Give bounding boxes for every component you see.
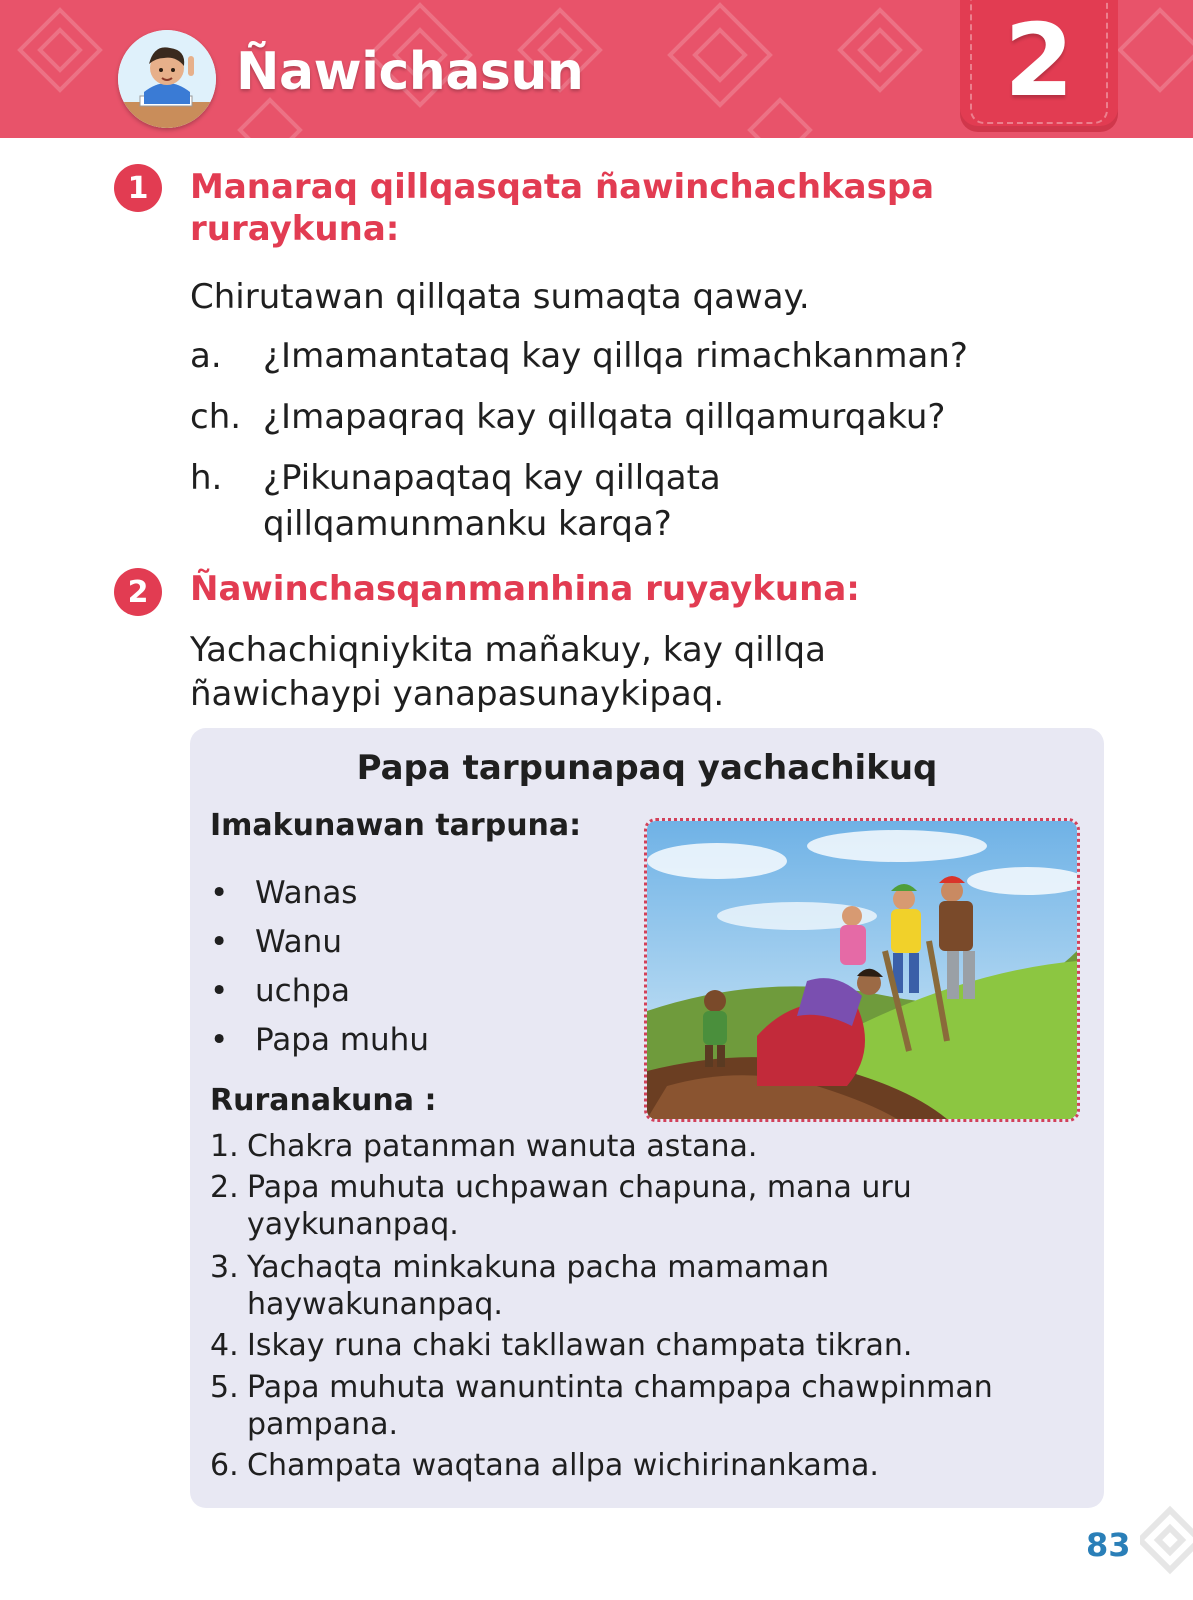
question-label: ch. [190, 397, 242, 437]
question-text-line1: ¿Pikunapaqtaq kay qillqata [263, 458, 721, 498]
step-text [247, 1369, 1087, 1443]
section-1-title-line2: ruraykuna: [190, 209, 400, 249]
page-title: Ñawichasun [236, 42, 584, 102]
question-text-line2: qillqamunmanku karqa? [263, 504, 672, 544]
step-text-line2: pampana. [247, 1407, 399, 1442]
unit-number: 2 [1004, 2, 1074, 119]
question-label: a. [190, 336, 222, 376]
section-2-text [190, 628, 826, 716]
boy-reading-icon [118, 30, 216, 128]
step-text: Iskay runa chaki takllawan champata tikran. [247, 1328, 913, 1363]
section-2-text-line1: Yachachiqniykita mañakuy, kay qillqa [190, 630, 826, 670]
step-number: 3. [210, 1250, 239, 1285]
corner-diamond-decoration [1140, 1500, 1193, 1600]
section-1-badge: 1 [114, 164, 162, 212]
recipe-box [190, 728, 1104, 1508]
bullet-dot: • [210, 1022, 229, 1058]
bullet-dot: • [210, 924, 229, 960]
step-text-line1: Papa muhuta wanuntinta champapa chawpinman [247, 1370, 993, 1405]
step-text-line2: haywakunanpaq. [247, 1287, 503, 1322]
avatar [118, 30, 216, 128]
unit-tab [960, 0, 1118, 132]
question-text [263, 455, 1063, 547]
list-item-text: Papa muhu [255, 1022, 429, 1058]
step-text-line1: Yachaqta minkakuna pacha mamaman [247, 1250, 830, 1285]
question-text: ¿Imamantataq kay qillqa rimachkanman? [263, 336, 968, 376]
page-number: 83 [1086, 1526, 1131, 1564]
question-label: h. [190, 458, 223, 498]
section-2-text-line2: ñawichaypi yanapasunaykipaq. [190, 674, 725, 714]
list-item-text: Wanu [255, 924, 342, 960]
step-text [247, 1249, 1087, 1323]
farmers-planting-potatoes-illustration [647, 821, 1077, 1119]
farmers-illustration [644, 818, 1080, 1122]
steps-heading: Ruranakuna : [210, 1083, 437, 1118]
section-2-title: Ñawinchasqanmanhina ruyaykuna: [190, 569, 860, 609]
step-number: 2. [210, 1170, 239, 1205]
step-text: Chakra patanman wanuta astana. [247, 1129, 758, 1164]
recipe-title: Papa tarpunapaq yachachikuq [356, 748, 938, 788]
materials-heading: Imakunawan tarpuna: [210, 808, 582, 843]
bullet-dot: • [210, 875, 229, 911]
step-text: Champata waqtana allpa wichirinankama. [247, 1448, 879, 1483]
section-2-badge: 2 [114, 568, 162, 616]
page-header [0, 0, 1193, 138]
section-1-title [190, 166, 934, 250]
question-text: ¿Imapaqraq kay qillqata qillqamurqaku? [263, 397, 946, 437]
step-number: 4. [210, 1328, 239, 1363]
step-number: 6. [210, 1448, 239, 1483]
section-1-intro: Chirutawan qillqata sumaqta qaway. [190, 277, 810, 317]
step-number: 1. [210, 1129, 239, 1164]
list-item-text: Wanas [255, 875, 358, 911]
section-1-title-line1: Manaraq qillqasqata ñawinchachkaspa [190, 167, 935, 207]
list-item-text: uchpa [255, 973, 351, 1009]
step-text-line1: Papa muhuta uchpawan chapuna, mana uru [247, 1170, 912, 1205]
step-number: 5. [210, 1370, 239, 1405]
step-text-line2: yaykunanpaq. [247, 1207, 459, 1242]
step-text [247, 1169, 1087, 1243]
bullet-dot: • [210, 973, 229, 1009]
